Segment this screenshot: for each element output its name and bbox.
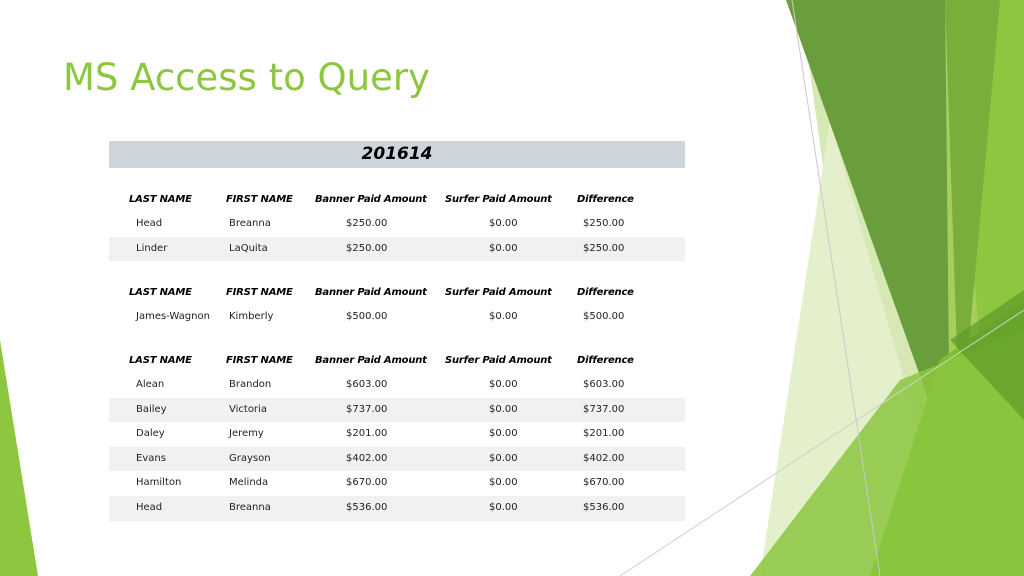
table-row xyxy=(109,496,685,521)
column-header-last-name: LAST NAME xyxy=(129,355,192,366)
cell-difference: $500.00 xyxy=(583,311,625,322)
cell-last-name: Head xyxy=(136,218,163,229)
cell-last-name: Head xyxy=(136,501,163,513)
column-header-banner-paid: Banner Paid Amount xyxy=(315,355,427,366)
cell-last-name: James-Wagnon xyxy=(136,311,210,322)
cell-difference: $536.00 xyxy=(583,501,625,513)
table-row xyxy=(109,237,685,262)
report-group xyxy=(109,188,685,261)
table-row xyxy=(109,447,685,472)
table-row xyxy=(109,422,685,447)
slide-title: MS Access to Query xyxy=(63,56,430,99)
report xyxy=(109,141,685,513)
cell-surfer-paid: $0.00 xyxy=(489,477,518,489)
cell-first-name: Melinda xyxy=(229,477,269,489)
cell-first-name: Kimberly xyxy=(229,311,274,322)
table-row xyxy=(109,373,685,398)
cell-banner-paid: $250.00 xyxy=(346,218,388,229)
cell-first-name: Jeremy xyxy=(229,428,264,440)
cell-first-name: Breanna xyxy=(229,218,271,229)
table-row xyxy=(109,212,685,237)
column-header-surfer-paid: Surfer Paid Amount xyxy=(445,287,552,298)
cell-banner-paid: $737.00 xyxy=(346,403,388,415)
column-header-banner-paid: Banner Paid Amount xyxy=(315,287,427,298)
cell-surfer-paid: $0.00 xyxy=(489,218,518,229)
cell-surfer-paid: $0.00 xyxy=(489,452,518,464)
cell-banner-paid: $201.00 xyxy=(346,428,388,440)
cell-surfer-paid: $0.00 xyxy=(489,311,518,322)
column-header-surfer-paid: Surfer Paid Amount xyxy=(445,194,552,205)
column-header-row xyxy=(109,349,685,373)
column-header-first-name: FIRST NAME xyxy=(226,355,293,366)
column-header-last-name: LAST NAME xyxy=(129,287,192,298)
cell-surfer-paid: $0.00 xyxy=(489,379,518,390)
cell-last-name: Daley xyxy=(136,428,165,440)
cell-first-name: Grayson xyxy=(229,452,271,464)
cell-last-name: Alean xyxy=(136,379,165,390)
cell-difference: $670.00 xyxy=(583,477,625,489)
cell-difference: $250.00 xyxy=(583,218,625,229)
cell-banner-paid: $250.00 xyxy=(346,242,388,254)
report-group xyxy=(109,349,685,521)
cell-difference: $402.00 xyxy=(583,452,625,464)
left-edge-shape xyxy=(0,340,38,576)
column-header-first-name: FIRST NAME xyxy=(226,287,293,298)
cell-difference: $737.00 xyxy=(583,403,625,415)
cell-surfer-paid: $0.00 xyxy=(489,242,518,254)
cell-banner-paid: $536.00 xyxy=(346,501,388,513)
cell-banner-paid: $603.00 xyxy=(346,379,388,390)
cell-last-name: Linder xyxy=(136,242,168,254)
cell-banner-paid: $402.00 xyxy=(346,452,388,464)
cell-surfer-paid: $0.00 xyxy=(489,403,518,415)
column-header-row xyxy=(109,188,685,212)
cell-difference: $603.00 xyxy=(583,379,625,390)
column-header-difference: Difference xyxy=(577,355,634,366)
column-header-banner-paid: Banner Paid Amount xyxy=(315,194,427,205)
report-group xyxy=(109,281,685,330)
cell-last-name: Evans xyxy=(136,452,166,464)
cell-first-name: LaQuita xyxy=(229,242,268,254)
cell-first-name: Victoria xyxy=(229,403,267,415)
cell-first-name: Breanna xyxy=(229,501,271,513)
column-header-difference: Difference xyxy=(577,287,634,298)
report-header: 201614 xyxy=(109,141,685,168)
column-header-difference: Difference xyxy=(577,194,634,205)
column-header-first-name: FIRST NAME xyxy=(226,194,293,205)
cell-first-name: Brandon xyxy=(229,379,272,390)
table-row xyxy=(109,471,685,496)
cell-difference: $250.00 xyxy=(583,242,625,254)
column-header-surfer-paid: Surfer Paid Amount xyxy=(445,355,552,366)
column-header-last-name: LAST NAME xyxy=(129,194,192,205)
table-row xyxy=(109,305,685,330)
cell-last-name: Hamilton xyxy=(136,477,182,489)
cell-last-name: Bailey xyxy=(136,403,167,415)
cell-banner-paid: $500.00 xyxy=(346,311,388,322)
cell-difference: $201.00 xyxy=(583,428,625,440)
cell-surfer-paid: $0.00 xyxy=(489,501,518,513)
table-row xyxy=(109,398,685,423)
column-header-row xyxy=(109,281,685,305)
cell-surfer-paid: $0.00 xyxy=(489,428,518,440)
cell-banner-paid: $670.00 xyxy=(346,477,388,489)
